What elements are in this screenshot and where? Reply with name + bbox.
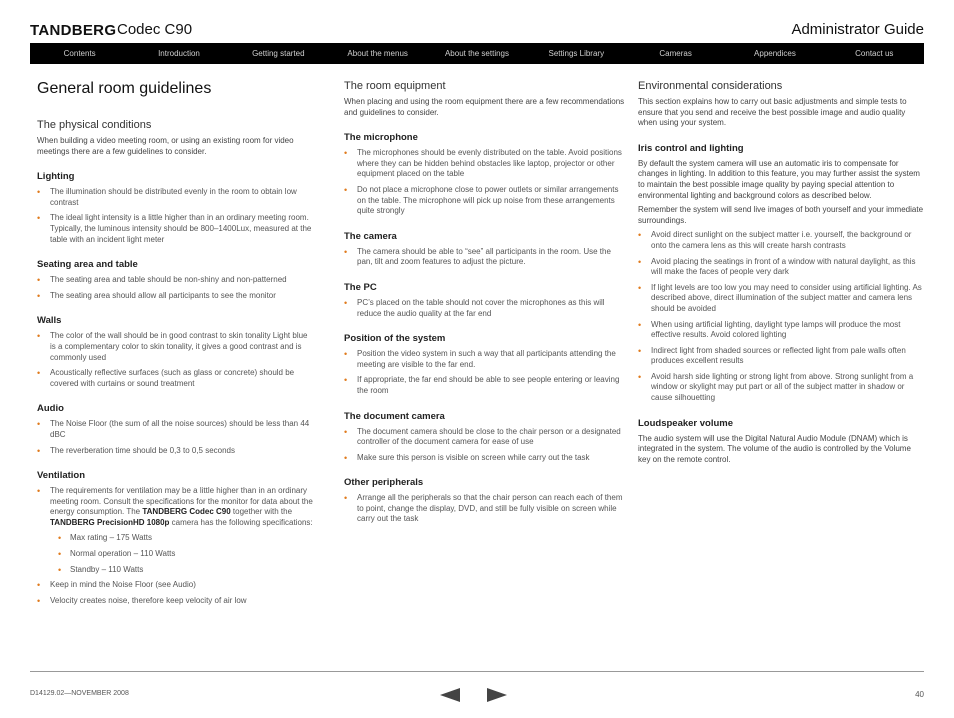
lighting-list <box>37 187 315 245</box>
position-heading: Position of the system <box>344 333 446 345</box>
list-item: • Acoustically reflective surfaces (such as glass or concrete) should be covered with curtains or sound treatment <box>37 368 315 389</box>
ventilation-text: together with the <box>230 507 293 517</box>
document-camera-list <box>344 427 626 464</box>
list-item: • The document camera should be close to the chair person or a designated controller of the document camera for ease of use <box>344 427 626 448</box>
top-nav <box>30 43 924 64</box>
brand-logo: TANDBERG <box>30 22 117 39</box>
list-item: • PC’s placed on the table should not cover the microphones as this will reduce the audio quality at the far end <box>344 298 626 319</box>
intro-paragraph: This section explains how to carry out basic adjustments and simple tests to ensure that you send and receive the best possible image and audio quality when using your system. <box>638 97 907 128</box>
list-item: • Max rating – 175 Watts <box>58 533 315 544</box>
list-item: • If light levels are too low you may need to consider using artificial lighting. As described above, direct illumination of the subject matter and camera lens should be avoided <box>638 283 924 315</box>
column-room-equipment <box>344 80 626 530</box>
ventilation-text: camera has the following specifications: <box>169 517 313 527</box>
position-list <box>344 349 626 396</box>
list-item: • The ideal light intensity is a little higher than in an ordinary meeting room. Typically, the luminous intensity should be 800–1400Lux, measured at the table with an incident light meter <box>37 213 315 245</box>
iris-paragraph: Remember the system will send live images of both yourself and your immediate surroundings. <box>638 205 924 225</box>
nav-appendices[interactable]: Appendices <box>754 49 796 58</box>
peripherals-list <box>344 493 626 525</box>
page-header <box>30 22 924 44</box>
next-page-arrow-icon[interactable] <box>487 688 507 707</box>
pc-heading: The PC <box>344 281 377 293</box>
product-name: Codec C90 <box>117 21 193 38</box>
specs-list <box>58 533 315 575</box>
list-item: • The microphones should be evenly distributed on the table. Avoid positions where they can be hidden behind obstacles like laptop, projector or other equipment placed on the table <box>344 148 626 180</box>
iris-list <box>638 230 924 403</box>
lighting-heading: Lighting <box>37 171 75 183</box>
nav-getting-started[interactable]: Getting started <box>252 49 305 58</box>
list-item: • The Noise Floor (the sum of all the noise sources) should be less than 44 dBC <box>37 419 315 440</box>
section-subtitle: The physical conditions <box>37 119 152 131</box>
list-item: • The seating area and table should be non-shiny and non-patterned <box>37 275 315 286</box>
section-subtitle: Environmental considerations <box>638 80 783 92</box>
list-item: • Standby – 110 Watts <box>58 565 315 576</box>
list-item: • The camera should be able to “see” all participants in the room. Use the pan, tilt and zoom features to adjust the picture. <box>344 247 626 268</box>
document-camera-heading: The document camera <box>344 410 445 422</box>
list-item: • Avoid harsh side lighting or strong light from above. Strong sunlight from a window or skylight may put part or all of the subject matter in shadow or cause silhouetting <box>638 372 924 404</box>
list-item <box>37 486 315 575</box>
list-item: • Avoid direct sunlight on the subject matter i.e. yourself, the background or onto the camera lens as this will create harsh contrasts <box>638 230 924 251</box>
nav-cameras[interactable]: Cameras <box>659 49 692 58</box>
list-item: • The reverberation time should be 0,3 to 0,5 seconds <box>37 446 315 457</box>
camera-heading: The camera <box>344 230 397 242</box>
iris-heading: Iris control and lighting <box>638 142 744 154</box>
loudspeaker-paragraph: The audio system will use the Digital Natural Audio Module (DNAM) which is integrated in the system. The volume of the audio is controlled by the Volume key on the remote control. <box>638 433 911 464</box>
previous-page-arrow-icon[interactable] <box>440 688 460 707</box>
page-title: General room guidelines <box>37 80 212 97</box>
audio-list <box>37 419 315 456</box>
camera-name: TANDBERG PrecisionHD 1080p <box>50 517 170 527</box>
ventilation-list <box>37 486 315 606</box>
nav-settings-library[interactable]: Settings Library <box>548 49 605 58</box>
walls-list <box>37 331 315 389</box>
guide-title: Administrator Guide <box>791 21 924 38</box>
intro-paragraph: When placing and using the room equipment there are a few recommendations and guidelines to consider. <box>344 97 625 117</box>
list-item: • Indirect light from shaded sources or reflected light from pale walls often produces excellent results <box>638 346 924 367</box>
iris-paragraph: By default the system camera will use an automatic iris to compensate for changes in lighting. In addition to this feature, you may further assist the system to maintain the best possible image quality by paying special attention to environmental lighting and background colors as described below. <box>638 158 920 200</box>
list-item: • The seating area should allow all participants to see the monitor <box>37 291 315 302</box>
list-item: • If appropriate, the far end should be able to see people entering or leaving the room <box>344 375 626 396</box>
nav-contact-us[interactable]: Contact us <box>855 49 894 58</box>
list-item: • Avoid placing the seatings in front of a window with natural daylight, as this will make the faces of people very dark <box>638 257 924 278</box>
microphone-heading: The microphone <box>344 132 418 144</box>
list-item: • Position the video system in such a way that all participants attending the meeting are visible to the far end. <box>344 349 626 370</box>
nav-introduction[interactable]: Introduction <box>158 49 200 58</box>
section-subtitle: The room equipment <box>344 80 446 92</box>
nav-about-settings[interactable]: About the settings <box>444 49 509 58</box>
list-item: • The color of the wall should be in good contrast to skin tonality Light blue is a complementary color to skin tonality, it gives a good contrast and is commonly used <box>37 331 315 363</box>
nav-contents[interactable]: Contents <box>63 49 96 58</box>
audio-heading: Audio <box>37 403 64 415</box>
list-item: • Do not place a microphone close to power outlets or similar arrangements on the table. The microphone will pick up noise from these arrangements quite strongly <box>344 185 626 217</box>
pc-list <box>344 298 626 319</box>
list-item: • Normal operation – 110 Watts <box>58 549 315 560</box>
ventilation-text: The requirements for ventilation may be a little higher than in an ordinary meeting room. Consult the specifications for the monitor for data about the energy consumption. The <box>50 486 313 517</box>
loudspeaker-heading: Loudspeaker volume <box>638 417 734 429</box>
list-item: • Make sure this person is visible on screen while carry out the task <box>344 453 626 464</box>
list-item: • Velocity creates noise, therefore keep velocity of air low <box>37 596 315 607</box>
column-physical-conditions <box>37 80 315 611</box>
page-number: 40 <box>915 690 924 699</box>
peripherals-heading: Other peripherals <box>344 477 424 489</box>
intro-paragraph: When building a video meeting room, or using an existing room for video meetings there are a few guidelines to consider. <box>37 136 294 156</box>
nav-about-menus[interactable]: About the menus <box>347 49 408 58</box>
seating-heading: Seating area and table <box>37 259 138 271</box>
list-item: • The illumination should be distributed evenly in the room to obtain low contrast <box>37 187 315 208</box>
microphone-list <box>344 148 626 217</box>
list-item: • Keep in mind the Noise Floor (see Audio) <box>37 580 315 591</box>
ventilation-heading: Ventilation <box>37 470 86 482</box>
camera-list <box>344 247 626 268</box>
list-item: • Arrange all the peripherals so that the chair person can reach each of them to point, change the display, DVD, and still be fully visible on screen while carry out the task <box>344 493 626 525</box>
walls-heading: Walls <box>37 315 62 327</box>
footer-divider <box>30 671 924 672</box>
codec-name: TANDBERG Codec C90 <box>142 507 231 517</box>
document-id: D14129.02—NOVEMBER 2008 <box>30 690 129 697</box>
seating-list <box>37 275 315 301</box>
column-environment <box>638 80 924 475</box>
list-item: • When using artificial lighting, daylight type lamps will produce the most effective results. Avoid colored lighting <box>638 320 924 341</box>
